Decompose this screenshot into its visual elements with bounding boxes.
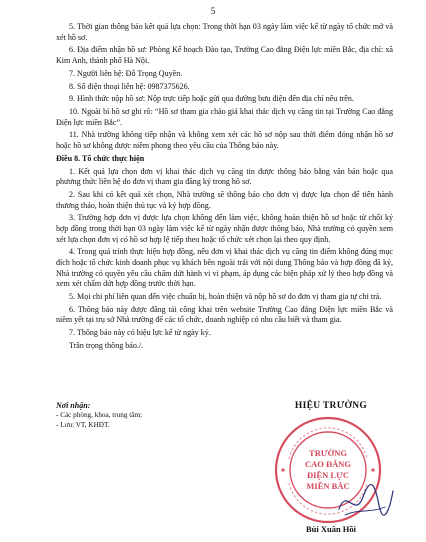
paragraph-envelope-label: 10. Ngoài bì hồ sơ ghi rõ: “Hồ sơ tham gia chào giá khai thác dịch vụ căng tin tại Trường Cao đẳng Điện lực miền Bắc”. — [56, 107, 393, 127]
paragraph-submission-location: 6. Địa điểm nhận hồ sơ: Phòng Kế hoạch Đào tạo, Trường Cao đẳng Điện lực miền Bắc, địa chỉ: xã Kim Anh, thành phố Hà Nội. — [56, 45, 393, 65]
seal-text: ĐIỆN LỰC — [307, 470, 349, 480]
recipients-title: Nơi nhận: — [56, 401, 91, 410]
footer — [56, 401, 401, 541]
section-paragraph: 7. Thông báo này có hiệu lực kể từ ngày ký. — [69, 328, 211, 338]
recipient-line: - Lưu: VT, KHĐT. — [56, 420, 110, 429]
section-heading: Điều 8. Tổ chức thực hiện — [56, 153, 145, 163]
signer-title: HIỆU TRƯỞNG — [294, 401, 368, 411]
seal-text: MIỀN BẮC — [306, 481, 350, 491]
section-paragraph: 6. Thông báo này được đăng tải công khai trên website Trường Cao đẳng Điện lực miền Bắc và niêm yết tại trụ sở Nhà trường để các tổ chức, doanh nghiệp có nhu cầu biết và tham gia. — [56, 304, 393, 325]
paragraph-contact-person: 7. Người liên hệ: Đỗ Trọng Quyền. — [69, 68, 183, 78]
signature-block — [261, 401, 401, 534]
paragraph-time-result: 5. Thời gian thông báo kết quả lựa chọn: Trong thời hạn 03 ngày làm việc kể từ ngày tổ chức mở và xét hồ sơ. — [56, 22, 393, 42]
paragraph-submission-method: 9. Hình thức nộp hồ sơ: Nộp trực tiếp hoặc gửi qua đường bưu điện đến địa chỉ nêu trên. — [69, 94, 354, 104]
signer-name: Bùi Xuân Hồi — [305, 524, 357, 534]
document-body — [56, 22, 393, 354]
page-number: 5 — [210, 6, 216, 16]
closing-line: Trân trọng thông báo./. — [69, 340, 144, 350]
recipient-line: - Các phòng, khoa, trung tâm; — [56, 411, 143, 420]
section-paragraph: 4. Trong quá trình thực hiện hợp đồng, nếu đơn vị khai thác dịch vụ căng tin điểm không đúng mục đích hoặc tổ chức kinh doanh phục vụ khách bên ngoài trái với nội dung Thông báo và hợp đồng đã ký, Nhà trường có quyền yêu cầu chấm dứt hành vi vi phạm, áp dụng các biện pháp xử lý theo hợp đồng và xem xét chấm dứt hợp đồng trước thời hạn. — [56, 247, 393, 289]
handwritten-signature-icon — [335, 479, 395, 523]
paragraph-contact-phone: 8. Số điện thoại liên hệ: 0987375626. — [69, 81, 190, 91]
section-paragraph: 1. Kết quả lựa chọn đơn vị khai thác dịch vụ căng tin được thông báo bằng văn bản hoặc qua phương thức liên hệ do đơn vị tham gia đăng ký trong hồ sơ. — [56, 166, 393, 187]
section-paragraph: 2. Sau khi có kết quả xét chọn, Nhà trường sẽ thông báo cho đơn vị được lựa chọn để tiến hành thương thảo, hoàn thiện thủ tục và ký hợp đồng. — [56, 190, 393, 210]
section-paragraph: 5. Mọi chi phí liên quan đến việc chuẩn bị, hoàn thiện và nộp hồ sơ do đơn vị tham gia tự chi trả. — [69, 291, 382, 301]
seal-text: TRƯỜNG — [309, 448, 347, 458]
paragraph-late-submission: 11. Nhà trường không tiếp nhận và không xem xét các hồ sơ nộp sau thời điểm đóng nhận hồ sơ hoặc hồ sơ không được niêm phong theo yêu cầu của Thông báo này. — [56, 130, 393, 151]
recipients-block — [56, 401, 226, 430]
section-paragraph: 3. Trường hợp đơn vị được lựa chọn không đến làm việc, không hoàn thiện hồ sơ hoặc từ chối ký hợp đồng trong thời hạn 03 ngày làm việc kể từ ngày nhận được thông báo, Nhà trường có quyền xem xét lựa chọn đơn vị có hồ sơ hợp lệ tiếp theo hoặc tổ chức xét chọn lại theo quy định. — [56, 213, 393, 244]
seal-text: CAO ĐẲNG — [304, 459, 352, 469]
